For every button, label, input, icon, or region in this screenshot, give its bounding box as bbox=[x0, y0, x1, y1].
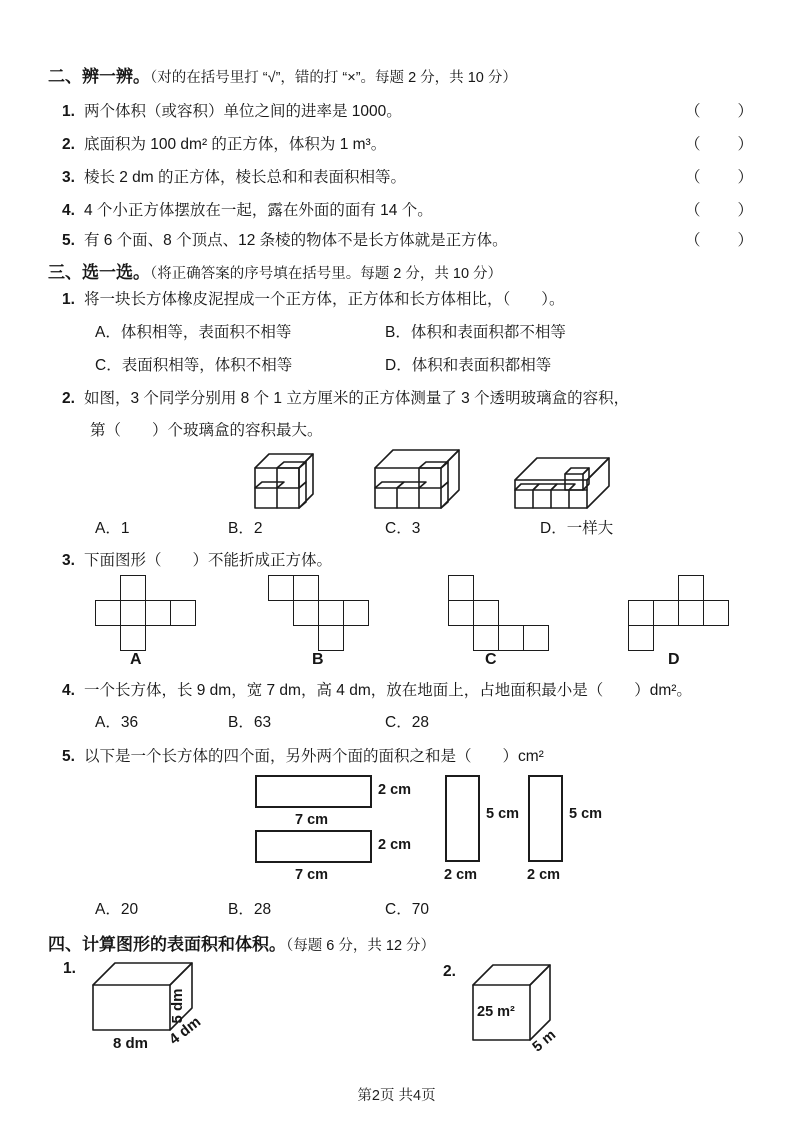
net-label-b: B bbox=[312, 651, 324, 668]
face-rect-4 bbox=[528, 775, 563, 862]
tf-item-5 bbox=[62, 228, 755, 250]
section-4-heading bbox=[48, 930, 435, 955]
cube-nets-row bbox=[0, 575, 793, 675]
section-4-title: 四、计算图形的表面积和体积。 bbox=[48, 935, 286, 954]
section-3-title: 三、选一选。 bbox=[48, 263, 150, 282]
mc-question-4 bbox=[62, 678, 692, 700]
q2-option-c: C．3 bbox=[385, 520, 421, 537]
figure-1-number: 1. bbox=[63, 960, 76, 977]
mc-question-1 bbox=[62, 287, 564, 309]
tf-item-3 bbox=[62, 165, 755, 187]
q2-option-b: B．2 bbox=[228, 520, 263, 537]
answer-blank: （ ） bbox=[684, 202, 755, 219]
q2-option-a: A．1 bbox=[95, 520, 130, 537]
net-figure-d bbox=[628, 575, 730, 653]
question-text: 以下是一个长方体的四个面，另外两个面的面积之和是（ ）cm² bbox=[83, 748, 544, 765]
mc-question-5 bbox=[62, 744, 544, 766]
answer-blank: （ ） bbox=[684, 169, 755, 186]
face-rect-3-width: 2 cm bbox=[444, 867, 478, 883]
item-number: 1. bbox=[62, 103, 75, 120]
net-figure-a bbox=[95, 575, 197, 653]
face-rect-2 bbox=[255, 830, 372, 863]
question-number: 3. bbox=[62, 552, 75, 569]
face-rect-1-height: 2 cm bbox=[378, 782, 412, 798]
glass-box-figure-1 bbox=[250, 446, 320, 517]
face-rect-1 bbox=[255, 775, 372, 808]
q2-option-d: D．一样大 bbox=[540, 520, 614, 537]
cuboid-depth-label: 4 dm bbox=[166, 1013, 205, 1049]
answer-blank: （ ） bbox=[684, 232, 755, 249]
tf-item-4 bbox=[62, 198, 755, 220]
net-label-c: C bbox=[485, 651, 497, 668]
section-2-heading bbox=[48, 62, 517, 87]
question-number: 2. bbox=[62, 390, 75, 407]
cuboid-figure bbox=[85, 958, 215, 1058]
cube-face-area-label: 25 m² bbox=[477, 1004, 515, 1020]
face-rect-2-height: 2 cm bbox=[378, 837, 412, 853]
face-rect-3 bbox=[445, 775, 480, 862]
q4-option-b: B．63 bbox=[228, 714, 272, 731]
item-number: 4. bbox=[62, 202, 75, 219]
item-number: 2. bbox=[62, 136, 75, 153]
face-rect-3-height: 5 cm bbox=[486, 806, 520, 822]
item-text: 底面积为 100 dm² 的正方体，体积为 1 m³。 bbox=[83, 136, 387, 153]
cuboid-length-label: 8 dm bbox=[113, 1035, 149, 1052]
net-label-a: A bbox=[130, 651, 142, 668]
question-number: 1. bbox=[62, 291, 75, 308]
q5-faces-figure bbox=[0, 770, 793, 890]
question-text: 将一块长方体橡皮泥捏成一个正方体，正方体和长方体相比，（ ）。 bbox=[83, 291, 565, 308]
face-rect-4-height: 5 cm bbox=[569, 806, 603, 822]
item-text: 棱长 2 dm 的正方体，棱长总和和表面积相等。 bbox=[83, 169, 407, 186]
item-number: 3. bbox=[62, 169, 75, 186]
face-rect-4-width: 2 cm bbox=[527, 867, 561, 883]
item-text: 有 6 个面、8 个顶点、12 条棱的物体不是长方体就是正方体。 bbox=[83, 232, 508, 249]
tf-item-2 bbox=[62, 132, 755, 154]
item-text: 4 个小正方体摆放在一起，露在外面的面有 14 个。 bbox=[83, 202, 433, 219]
q4-option-c: C．28 bbox=[385, 714, 429, 731]
figure-2-number: 2. bbox=[443, 963, 456, 980]
q1-option-a: A．体积相等，表面积不相等 bbox=[95, 324, 292, 341]
q5-option-b: B．28 bbox=[228, 901, 272, 918]
q5-option-a: A．20 bbox=[95, 901, 139, 918]
cuboid-height-label: 5 dm bbox=[169, 988, 186, 1024]
cube-depth-label: 5 m bbox=[529, 1027, 560, 1056]
q5-option-c: C．70 bbox=[385, 901, 429, 918]
tf-item-1 bbox=[62, 99, 755, 121]
face-rect-2-width: 7 cm bbox=[295, 867, 329, 883]
mc-question-2 bbox=[62, 386, 629, 408]
cube-figure bbox=[465, 958, 575, 1063]
question-text: 一个长方体，长 9 dm，宽 7 dm，高 4 dm，放在地面上，占地面积最小是（ ）dm²。 bbox=[83, 682, 692, 699]
mc-question-3 bbox=[62, 548, 332, 570]
question-text: 下面图形（ ）不能折成正方体。 bbox=[83, 552, 332, 569]
answer-blank: （ ） bbox=[684, 136, 755, 153]
section-3-heading bbox=[48, 258, 502, 283]
q1-option-d: D．体积和表面积都相等 bbox=[385, 357, 552, 374]
face-rect-1-width: 7 cm bbox=[295, 812, 329, 828]
glass-box-figure-3 bbox=[510, 450, 614, 517]
item-number: 5. bbox=[62, 232, 75, 249]
answer-blank: （ ） bbox=[684, 103, 755, 120]
q4-option-a: A．36 bbox=[95, 714, 139, 731]
section-2-note: （对的在括号里打 “√”，错的打 “×”。每题 2 分，共 10 分） bbox=[150, 70, 517, 86]
section-2-title: 二、辨一辨。 bbox=[48, 67, 150, 86]
net-label-d: D bbox=[668, 651, 680, 668]
glass-box-figure-2 bbox=[370, 444, 462, 517]
mc-question-2-line2: 第（ ）个玻璃盒的容积最大。 bbox=[90, 422, 323, 439]
q1-option-b: B．体积和表面积都不相等 bbox=[385, 324, 566, 341]
question-text: 如图，3 个同学分别用 8 个 1 立方厘米的正方体测量了 3 个透明玻璃盒的容积， bbox=[83, 390, 630, 407]
net-figure-b bbox=[268, 575, 370, 653]
section-3-note: （将正确答案的序号填在括号里。每题 2 分，共 10 分） bbox=[150, 266, 503, 282]
item-text: 两个体积（或容积）单位之间的进率是 1000。 bbox=[83, 103, 402, 120]
page-footer: 第2页 共4页 bbox=[357, 1088, 436, 1104]
question-number: 5. bbox=[62, 748, 75, 765]
net-figure-c bbox=[448, 575, 550, 653]
section-4-note: （每题 6 分，共 12 分） bbox=[286, 938, 436, 954]
question-number: 4. bbox=[62, 682, 75, 699]
q1-option-c: C．表面积相等，体积不相等 bbox=[95, 357, 293, 374]
